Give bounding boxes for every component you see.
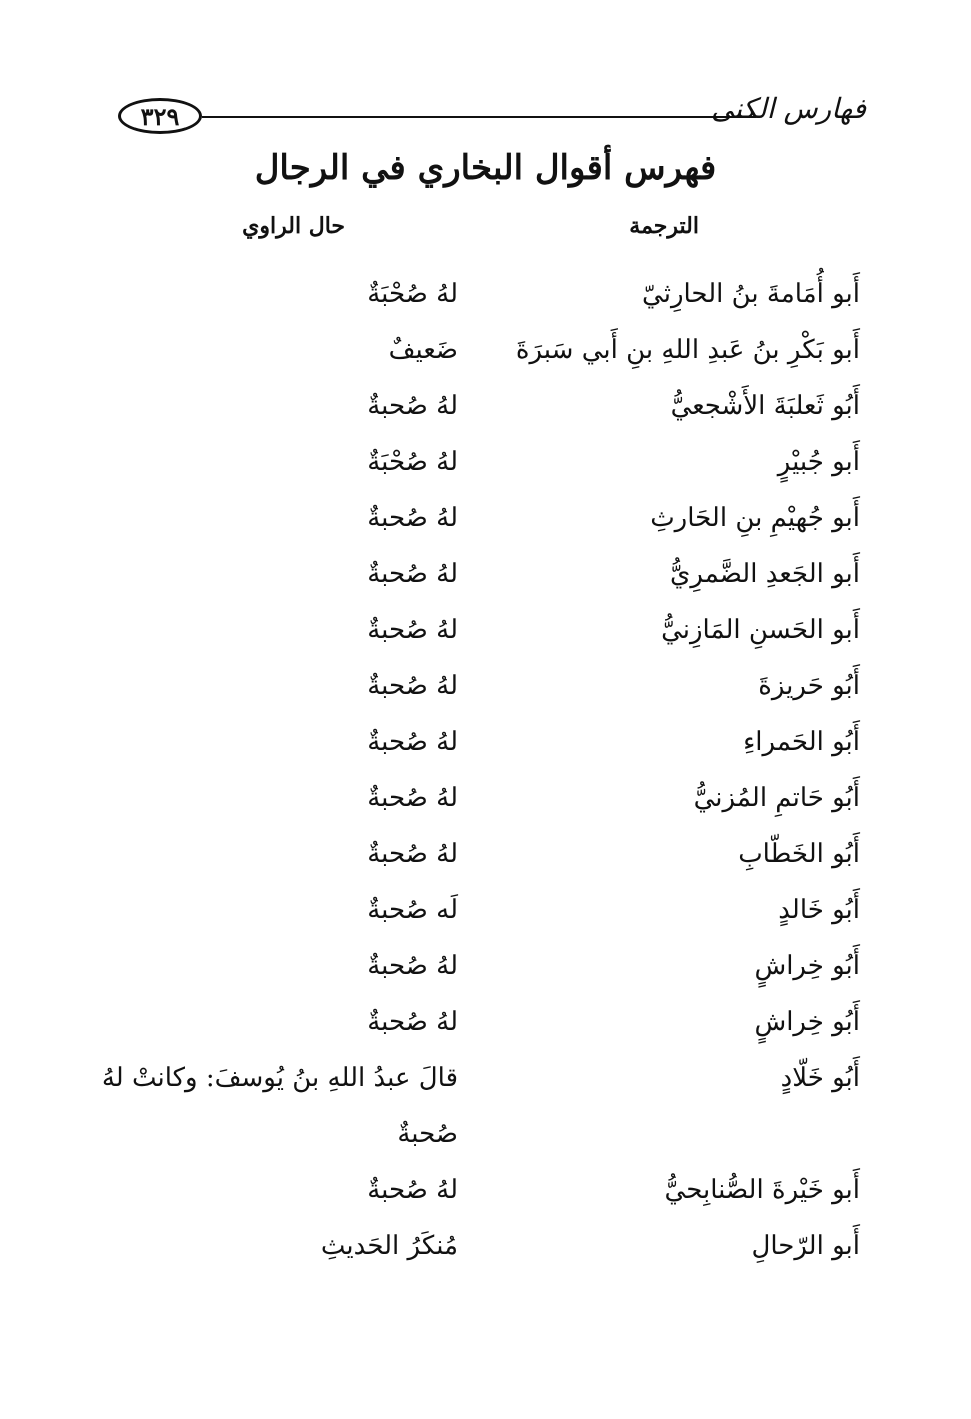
entry-name: أَبو الحَسنِ المَازِنيُّ bbox=[661, 615, 860, 645]
entry-row bbox=[100, 1162, 860, 1218]
entry-name: أَبُو الخَطّابِ bbox=[738, 839, 860, 869]
entry-status: مُنكَرُ الحَديثِ bbox=[320, 1231, 458, 1261]
entry-row bbox=[100, 826, 860, 882]
entry-name: أَبو أُمَامةَ بنُ الحارِثيّ bbox=[642, 279, 860, 309]
section-title: فهرس أقوال البخاري في الرجال bbox=[254, 148, 717, 188]
entry-row bbox=[100, 602, 860, 658]
entry-name: أَبو بَكْرِ بنُ عَبدِ اللهِ بنِ أَبي سَبرَةَ bbox=[515, 335, 860, 365]
entry-name: أَبو الرّحالِ bbox=[751, 1231, 860, 1261]
entry-name: أَبُو حَاتمِ المُزنيُّ bbox=[693, 783, 860, 813]
entry-status: لهُ صُحبةٌ bbox=[367, 951, 458, 981]
running-title: فهارس الكنى bbox=[711, 92, 866, 125]
entry-row bbox=[100, 658, 860, 714]
entry-name: أَبُو الحَمراءِ bbox=[743, 727, 860, 757]
entry-name: أَبو جُهيْمِ بنِ الحَارثِ bbox=[650, 503, 860, 533]
entry-status: لهُ صُحْبَةٌ bbox=[367, 447, 458, 477]
entry-row bbox=[100, 490, 860, 546]
entry-status: لهُ صُحبةٌ bbox=[367, 391, 458, 421]
entry-name: أَبُو خِراشٍ bbox=[754, 951, 860, 981]
entry-name: أَبُو خِراشٍ bbox=[754, 1007, 860, 1037]
entry-row bbox=[100, 1050, 860, 1162]
page-header bbox=[118, 92, 866, 144]
entry-name: أَبُو خَالدٍ bbox=[778, 895, 860, 925]
entry-status: ضَعيفٌ bbox=[388, 335, 458, 365]
entry-status: لهُ صُحبةٌ bbox=[367, 1175, 458, 1205]
entry-name: أَبُو ثَعلبَةَ الأَشْجعيُّ bbox=[670, 391, 860, 421]
entry-name: أَبو الجَعدِ الضَّمرِيُّ bbox=[670, 559, 860, 589]
entry-status: لهُ صُحبةٌ bbox=[367, 839, 458, 869]
entry-row bbox=[100, 266, 860, 322]
entry-status: قالَ عبدُ اللهِ بنُ يُوسفَ: وكانتْ لهُ صُحبةٌ bbox=[101, 1063, 458, 1149]
entry-row bbox=[100, 546, 860, 602]
entry-row bbox=[100, 938, 860, 994]
column-header-translation: الترجمة bbox=[629, 213, 699, 239]
entry-status: لهُ صُحْبَةٌ bbox=[367, 279, 458, 309]
entry-row bbox=[100, 1218, 860, 1274]
entry-row bbox=[100, 434, 860, 490]
entry-status: لهُ صُحبةٌ bbox=[367, 615, 458, 645]
entry-status: لهُ صُحبةٌ bbox=[367, 559, 458, 589]
entry-row bbox=[100, 378, 860, 434]
entry-status: لهُ صُحبةٌ bbox=[367, 503, 458, 533]
entry-name: أَبو خَيْرةَ الصُّنابِحيُّ bbox=[664, 1175, 860, 1205]
entry-row bbox=[100, 994, 860, 1050]
column-header-narrator-status: حال الراوي bbox=[242, 213, 345, 239]
entry-row bbox=[100, 882, 860, 938]
entry-status: لهُ صُحبةٌ bbox=[367, 783, 458, 813]
entry-status: لهُ صُحبةٌ bbox=[367, 671, 458, 701]
page-number: ٣٢٩ bbox=[118, 98, 202, 134]
header-rule bbox=[202, 116, 756, 118]
entries-list bbox=[100, 266, 860, 1274]
entry-row bbox=[100, 714, 860, 770]
entry-row bbox=[100, 322, 860, 378]
entry-status: لهُ صُحبةٌ bbox=[367, 1007, 458, 1037]
entry-name: أَبُو حَريزةَ bbox=[758, 671, 860, 701]
entry-name: أَبو جُبيْرٍ bbox=[777, 447, 860, 477]
entry-row bbox=[100, 770, 860, 826]
entry-status: لهُ صُحبةٌ bbox=[367, 727, 458, 757]
entry-name: أَبُو خَلّادٍ bbox=[780, 1063, 860, 1093]
entry-status: لَه صُحبةٌ bbox=[367, 895, 458, 925]
